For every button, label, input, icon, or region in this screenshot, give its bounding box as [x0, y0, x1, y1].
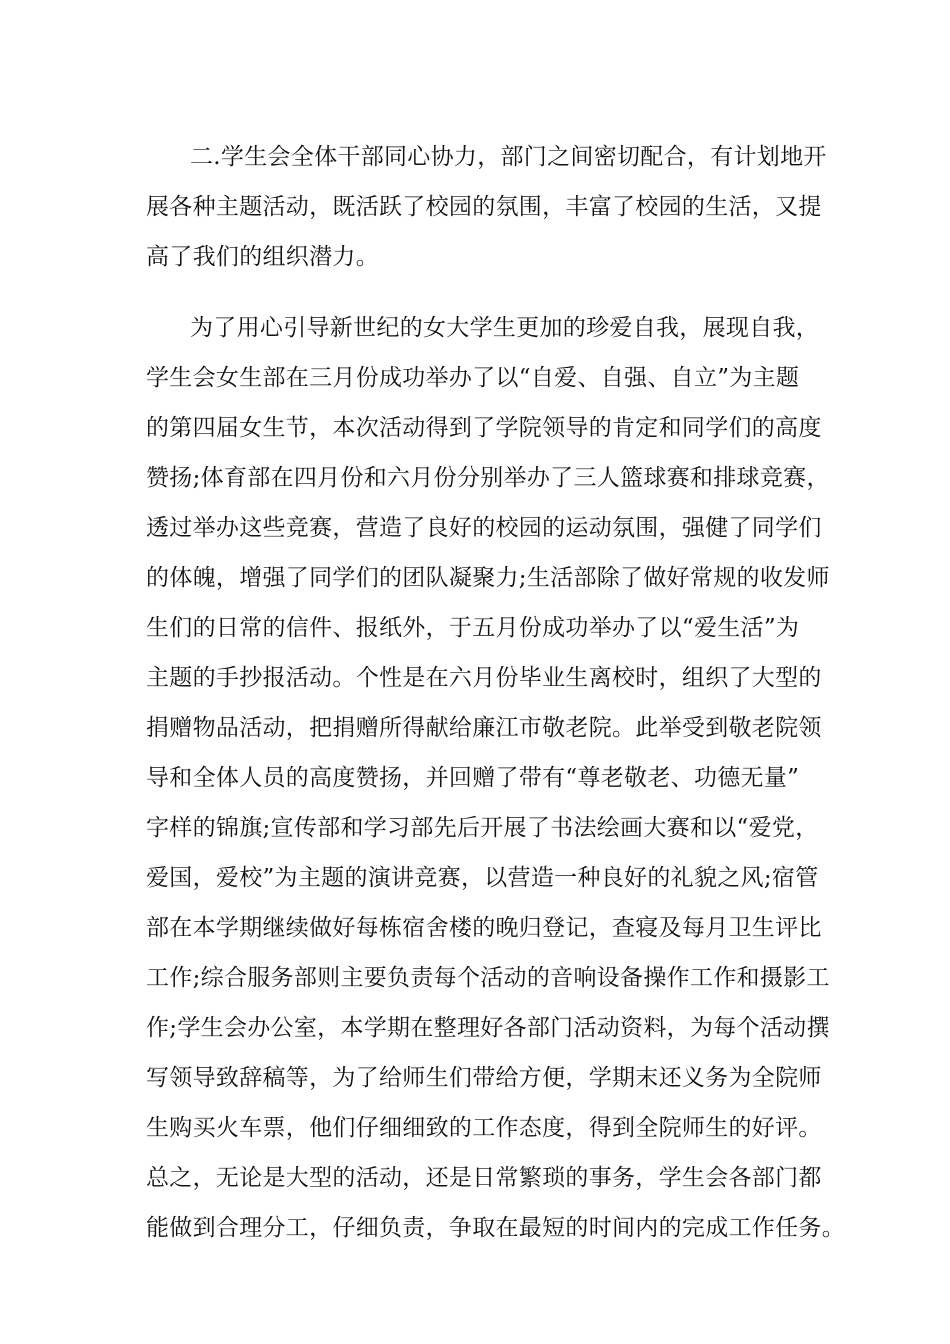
- text-line: 导和全体人员的高度赞扬，并回赠了带有“尊老敬老、功德无量”: [146, 765, 800, 791]
- text-line: 字样的锦旗;宣传部和学习部先后开展了书法绘画大赛和以“爱党，: [146, 815, 819, 841]
- text-line: 写领导致辞稿等，为了给师生们带给方便，学期末还义务为全院师: [146, 1065, 822, 1091]
- text-line: 展各种主题活动，既活跃了校园的氛围，丰富了校园的生活，又提: [146, 194, 822, 220]
- text-line: 工作;综合服务部则主要负责每个活动的音响设备操作工作和摄影工: [146, 965, 830, 991]
- text-line: 主题的手抄报活动。个性是在六月份毕业生离校时，组织了大型的: [146, 665, 822, 691]
- text-line: 高了我们的组织潜力。: [146, 244, 379, 270]
- paragraph-2: [146, 303, 845, 1253]
- text-line: 透过举办这些竞赛，营造了良好的校园的运动氛围，强健了同学们: [146, 515, 822, 541]
- text-line: 部在本学期继续做好每栋宿舍楼的晚归登记，查寝及每月卫生评比: [146, 915, 822, 941]
- text-line: 的体魄，增强了同学们的团队凝聚力;生活部除了做好常规的收发师: [146, 565, 830, 591]
- text-line: 捐赠物品活动，把捐赠所得献给廉江市敬老院。此举受到敬老院领: [146, 715, 822, 741]
- document-body: [146, 132, 845, 1253]
- paragraph-1: [146, 132, 827, 282]
- text-line: 生购买火车票，他们仔细细致的工作态度，得到全院师生的好评。: [146, 1115, 822, 1141]
- text-line: 的第四届女生节，本次活动得到了学院领导的肯定和同学们的高度: [146, 415, 822, 441]
- text-line: 作;学生会办公室，本学期在整理好各部门活动资料，为每个活动撰: [146, 1015, 830, 1041]
- text-line: 生们的日常的信件、报纸外，于五月份成功举办了以“爱生活”为: [146, 615, 800, 641]
- text-line: 爱国，爱校”为主题的演讲竞赛，以营造一种良好的礼貌之风;宿管: [146, 865, 819, 891]
- text-line: 总之，无论是大型的活动，还是日常繁琐的事务，学生会各部门都: [146, 1165, 822, 1191]
- text-line: 赞扬;体育部在四月份和六月份分别举办了三人篮球赛和排球竞赛，: [146, 465, 830, 491]
- text-line: 为了用心引导新世纪的女大学生更加的珍爱自我，展现自我，: [190, 315, 820, 341]
- text-line: 能做到合理分工，仔细负责，争取在最短的时间内的完成工作任务。: [146, 1215, 845, 1241]
- text-line: 二.学生会全体干部同心协力，部门之间密切配合，有计划地开: [190, 144, 827, 170]
- paragraph-spacer: [146, 282, 824, 303]
- text-line: 学生会女生部在三月份成功举办了以“自爱、自强、自立”为主题: [146, 365, 800, 391]
